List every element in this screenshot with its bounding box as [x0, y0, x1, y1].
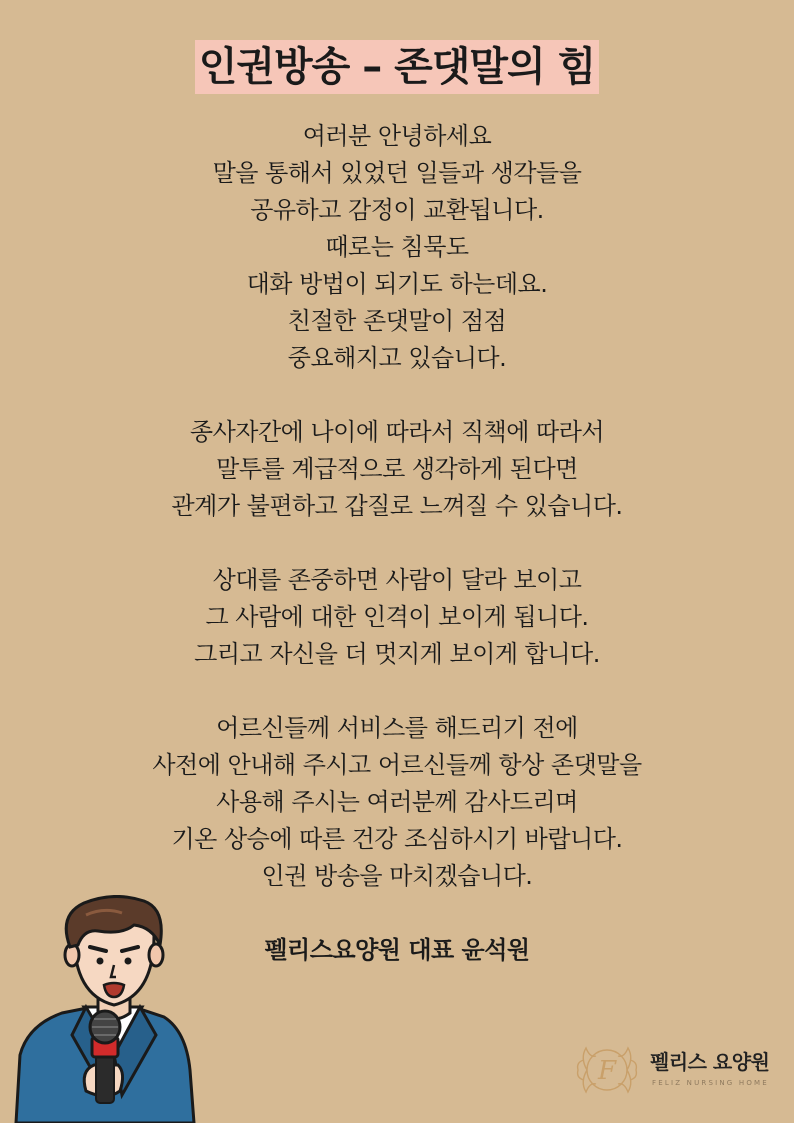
header — [0, 40, 794, 94]
svg-text:F: F — [597, 1056, 617, 1086]
logo-name: 펠리스 요양원 — [650, 1050, 770, 1074]
brand-logo — [574, 1040, 784, 1100]
text-line: 상대를 존중하면 사람이 달라 보이고 — [212, 566, 582, 594]
text-line: 여러분 안녕하세요 — [302, 122, 492, 150]
text-line: 그 사람에 대한 인격이 보이게 됩니다. — [205, 603, 589, 631]
text-line: 공유하고 감정이 교환됩니다. — [250, 196, 544, 224]
paragraph-4 — [0, 710, 794, 895]
text-line: 말투를 계급적으로 생각하게 된다면 — [216, 455, 578, 483]
signature: 펠리스요양원 대표 윤석원 — [264, 936, 530, 964]
text-line: 그리고 자신을 더 멋지게 보이게 합니다. — [194, 640, 600, 668]
reporter-illustration — [14, 895, 204, 1123]
text-line: 때로는 침묵도 — [325, 233, 469, 261]
text-line: 종사자간에 나이에 따라서 직책에 따라서 — [189, 418, 605, 446]
paragraph-2 — [0, 414, 794, 525]
text-line: 중요해지고 있습니다. — [287, 344, 507, 372]
text-line: 인권 방송을 마치겠습니다. — [261, 862, 533, 890]
logo-subtitle: FELIZ NURSING HOME — [652, 1079, 769, 1087]
text-line: 말을 통해서 있었던 일들과 생각들을 — [212, 159, 582, 187]
text-line: 기온 상승에 따른 건강 조심하시기 바랍니다. — [171, 825, 623, 853]
paragraph-3 — [0, 562, 794, 673]
announcement-body — [0, 118, 794, 969]
text-line: 사전에 안내해 주시고 어르신들께 항상 존댓말을 — [152, 751, 642, 779]
feliz-emblem-icon — [574, 1040, 644, 1100]
page-title: 인권방송 – 존댓말의 힘 — [195, 40, 600, 94]
text-line: 사용해 주시는 여러분께 감사드리며 — [216, 788, 578, 816]
paragraph-1 — [0, 118, 794, 377]
text-line: 관계가 불편하고 갑질로 느껴질 수 있습니다. — [171, 492, 623, 520]
text-line: 대화 방법이 되기도 하는데요. — [246, 270, 548, 298]
text-line: 어르신들께 서비스를 해드리기 전에 — [216, 714, 578, 742]
text-line: 친절한 존댓말이 점점 — [287, 307, 507, 335]
